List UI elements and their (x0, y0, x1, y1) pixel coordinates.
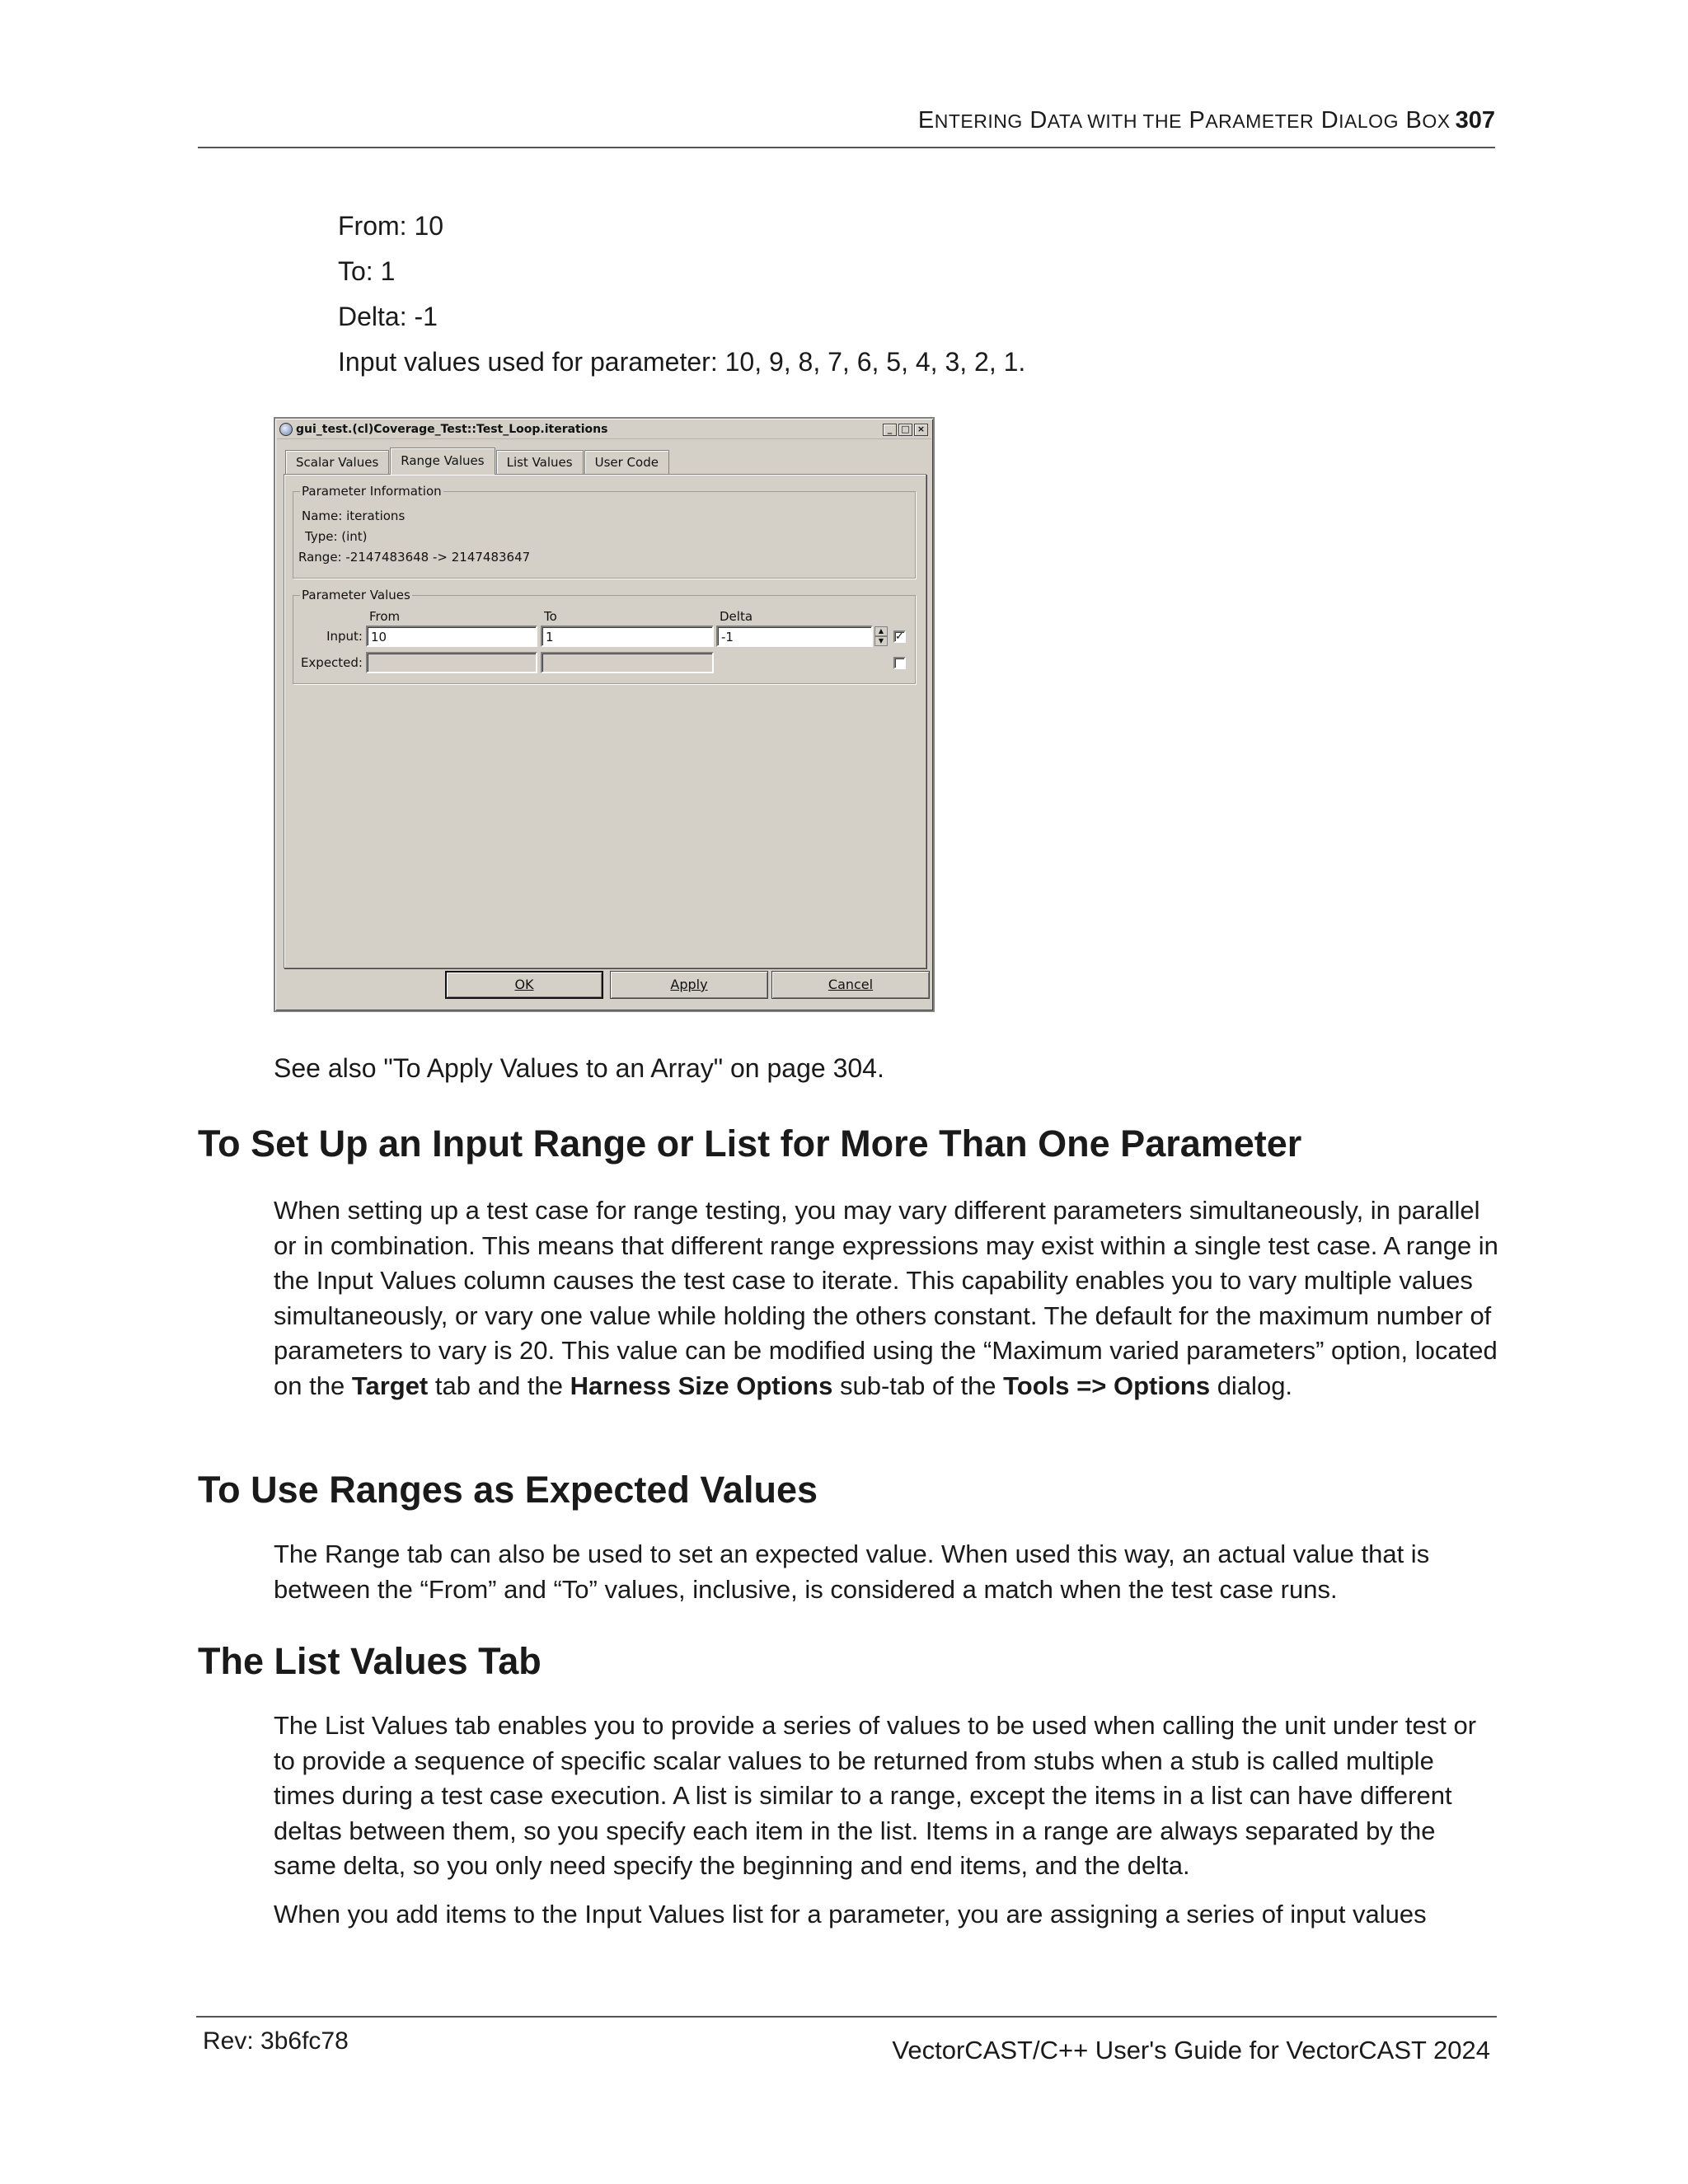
parameter-range: Range: -2147483648 -> 2147483647 (298, 550, 531, 565)
column-delta: Delta (720, 609, 753, 624)
example-from: From: 10 (338, 211, 444, 241)
input-delta-field[interactable]: -1 (716, 626, 873, 647)
tab-list-values[interactable]: List Values (496, 450, 584, 474)
dialog-title: gui_test.(cl)Coverage_Test::Test_Loop.iterations (296, 423, 608, 436)
minimize-icon[interactable]: _ (883, 424, 897, 436)
page-number: 307 (1455, 107, 1495, 134)
column-to: To (544, 609, 557, 624)
parameter-type: Type: (int) (305, 529, 368, 544)
parameter-values-legend: Parameter Values (302, 588, 410, 602)
tools-options-term: Tools => Options (1003, 1371, 1211, 1400)
dialog-tabs (285, 448, 670, 473)
expected-enabled-checkbox[interactable] (893, 657, 906, 669)
guide-title: VectorCAST/C++ User's Guide for VectorCAST 2024 (892, 2036, 1490, 2064)
revision-label: Rev: 3b6fc78 (203, 2027, 349, 2055)
app-icon (279, 423, 293, 436)
range-values-panel (284, 474, 926, 968)
cancel-button[interactable]: Cancel (771, 971, 930, 999)
spin-down-icon[interactable]: ▼ (874, 636, 888, 646)
column-from: From (369, 609, 401, 624)
header-title: ENTERING DATA WITH THE PARAMETER DIALOG BOX (917, 107, 1451, 134)
delta-spinner[interactable] (874, 626, 888, 646)
see-also-text: See also "To Apply Values to an Array" on page 304. (274, 1053, 884, 1083)
expected-row-label: Expected: (300, 655, 363, 670)
parameter-information-group (293, 484, 916, 579)
input-enabled-checkbox[interactable]: ✓ (893, 630, 906, 643)
example-delta: Delta: -1 (338, 302, 438, 331)
section-heading-expected-values: To Use Ranges as Expected Values (198, 1469, 818, 1511)
input-from-field[interactable]: 10 (366, 626, 537, 647)
example-result: Input values used for parameter: 10, 9, 8, 7, 6, 5, 4, 3, 2, 1. (338, 347, 1026, 377)
section-paragraph-multiple-parameters: When setting up a test case for range testing, you may vary different parameters simultaneously, in parallel or in combination. This means that different range expressions may exist within a single test case. A range in the Input Values column causes the test case to iterate. This capability enables you to vary multiple values simultaneously, or vary one value while holding the others constant. The default for the maximum number of parameters to vary is 20. This value can be modified using the “Maximum varied parameters” option, located on the Target tab and the Harness Size Options sub-tab of the Tools => Options dialog. (274, 1196, 1498, 1400)
dialog-titlebar (277, 420, 931, 439)
spin-up-icon[interactable]: ▲ (874, 626, 888, 636)
input-row-label: Input: (326, 629, 363, 644)
section-heading-list-values-tab: The List Values Tab (198, 1640, 542, 1682)
section-heading-multiple-parameters: To Set Up an Input Range or List for More Than One Parameter (198, 1122, 1302, 1165)
tab-range-values[interactable]: Range Values (390, 448, 495, 475)
range-example (338, 204, 1025, 385)
example-to: To: 1 (338, 256, 396, 286)
parameter-values-group (293, 588, 916, 684)
parameter-dialog (274, 417, 935, 1012)
harness-size-options-term: Harness Size Options (570, 1371, 833, 1400)
section-paragraph-expected-values: The Range tab can also be used to set an expected value. When used this way, an actual value that is between the “From” and “To” values, inclusive, is considered a match when the test case runs. (274, 1540, 1430, 1604)
ok-button[interactable]: OK (445, 971, 603, 999)
page-footer (196, 2016, 1497, 2083)
parameter-name: Name: iterations (302, 509, 406, 523)
expected-from-field[interactable] (366, 652, 537, 673)
close-icon[interactable]: × (914, 424, 928, 436)
apply-button[interactable]: Apply (610, 971, 768, 999)
section-paragraph-list-values-1: The List Values tab enables you to provide a series of values to be used when calling the unit under test or to provide a sequence of specific scalar values to be returned from stubs when a stub is called multiple times during a test case execution. A list is similar to a range, except the items in a list can have different deltas between them, so you specify each item in the list. Items in a range are always separated by the same delta, so you only need specify the beginning and end items, and the delta. (274, 1711, 1477, 1880)
parameter-information-legend: Parameter Information (302, 484, 442, 499)
input-to-field[interactable]: 1 (541, 626, 714, 647)
tab-user-code[interactable]: User Code (584, 450, 669, 474)
maximize-icon[interactable]: □ (898, 424, 912, 436)
section-paragraph-list-values-2: When you add items to the Input Values list for a parameter, you are assigning a series of input values (274, 1900, 1427, 1929)
page-header (198, 107, 1495, 148)
tab-scalar-values[interactable]: Scalar Values (285, 450, 389, 474)
expected-to-field[interactable] (541, 652, 714, 673)
target-tab-term: Target (351, 1371, 429, 1400)
